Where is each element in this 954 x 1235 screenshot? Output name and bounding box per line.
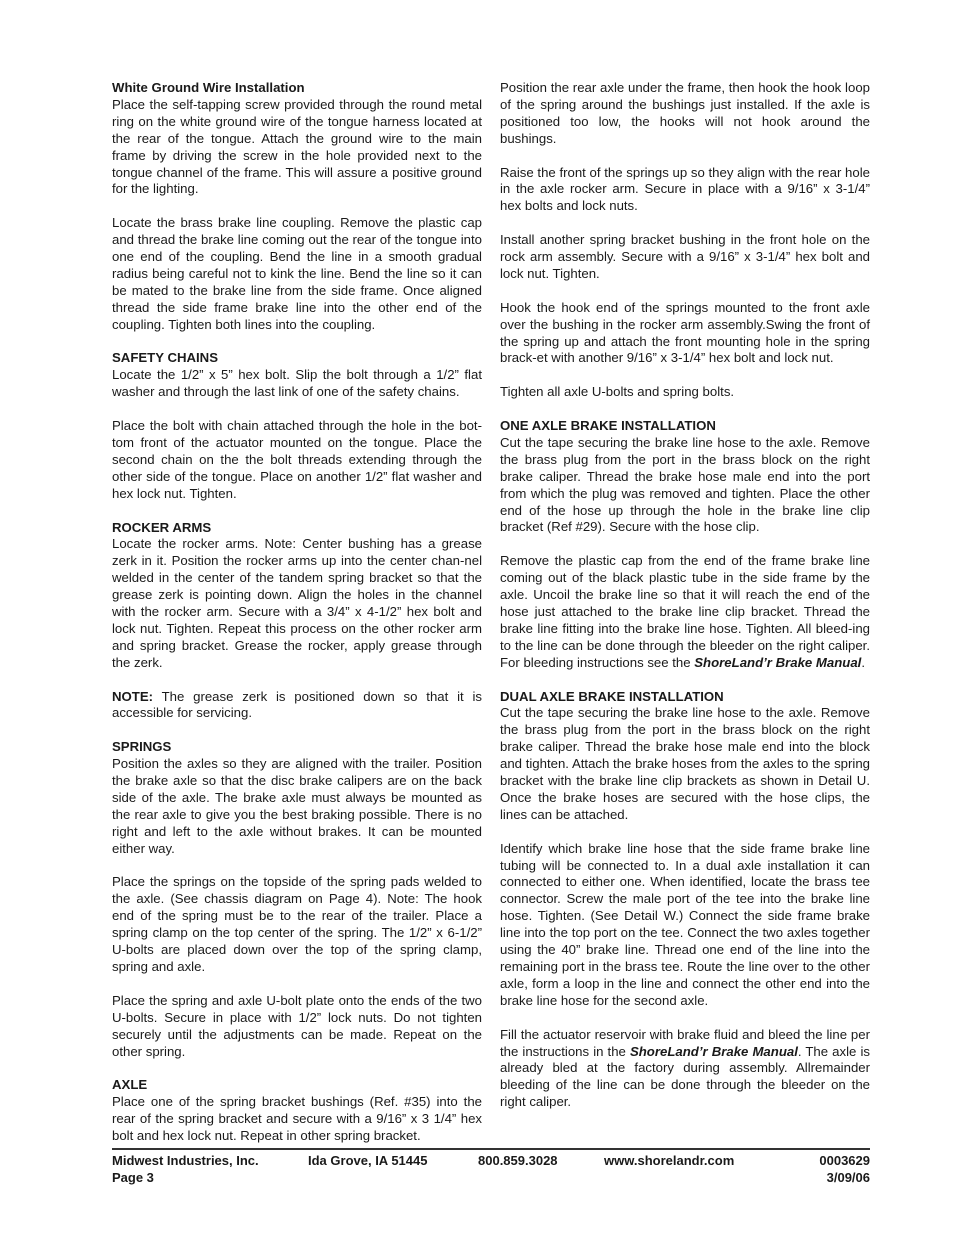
paragraph: Cut the tape securing the brake line hose to the axle. Remove the brass plug from the port in the brass block on the right brake caliper. Thread the brake hose male end into the port from which the plug was removed and tighten. Place the other end of the hose up through the hole in the brake line clip bracket (Ref #29). Secure with the hose clip.: [500, 434, 870, 535]
section-heading-axle: AXLE: [112, 1077, 148, 1093]
brake-manual-title: ShoreLand’r Brake Manual: [629, 1043, 798, 1059]
paragraph: Place the self-tapping screw provided through the round metal ring on the white ground wire of the tongue harness located at the rear of the tongue. Attach the ground wire to the main frame by driving the screw in the hole provided next to the tongue channel of the frame. This will assure a positive ground for the lighting.: [112, 96, 482, 197]
paragraph: Place the spring and axle U-bolt plate onto the ends of the two U-bolts. Secure in place with 1/2” lock nuts. Do not tighten securely until the adjustments can be made. Repeat on the other spring.: [112, 992, 482, 1059]
paragraph-text: . The axle is already bled at the factory during assembly. Allremainder bleeding of the line can be done through the bleeder on the right caliper.: [500, 1043, 870, 1110]
paragraph: Identify which brake line hose that the side frame brake line tubing will be connected to. In a dual axle installation it can connected to either one. When identified, locate the brass tee connector. Screw the male port of the tee into the brake line hose. Tighten. (See Detail W.) Connect the side frame brake line into the top port on the tee. Connect the two axles together using the 40” brake line. Thread one end of the line into the remaining port in the brass tee. Route the line over to the other axle, form a loop in the line and connect the other end into the brake line hose for the second axle.: [500, 840, 870, 1008]
section-heading-rocker-arms: ROCKER ARMS: [112, 519, 212, 535]
footer-doc-number: 0003629: [819, 1153, 870, 1168]
section-heading-safety-chains: SAFETY CHAINS: [112, 350, 219, 366]
footer-company: Midwest Industries, Inc.: [112, 1153, 259, 1168]
paragraph-text: .: [861, 654, 866, 670]
paragraph: Hook the hook end of the springs mounted to the front axle over the bushing in the rocker arm assembly.Swing the front of the spring up and attach the front mounting hole in the spring brack-et with another 9/16” x 3-1/4” hex bolt and lock nut.: [500, 299, 870, 366]
brake-manual-title: ShoreLand’r Brake Manual: [694, 654, 862, 670]
paragraph: Position the rear axle under the frame, then hook the hook loop of the spring around the bushings just installed. If the axle is positioned too low, the hooks will not hook around the bushings.: [500, 80, 870, 146]
section-heading-dual-axle-brake: DUAL AXLE BRAKE INSTALLATION: [500, 688, 724, 704]
paragraph: Place the springs on the topside of the spring pads welded to the axle. (See chassis diagram on Page 4). Note: The hook end of the spring must be to the rear of the trailer. Place a spring clamp on the top center of the spring. The 1/2” x 6-1/2” U-bolts are placed down over the top of the spring clamp, spring and axle.: [112, 874, 482, 975]
section-heading-springs: SPRINGS: [112, 739, 172, 755]
paragraph: Locate the rocker arms. Note: Center bushing has a grease zerk in it. Position the rocker arms up into the center chan-nel welded in the center of the tandem spring bracket so that the grease zerk is pointing down. Align the holes in the channel with the rocker arm. Secure with a 3/4” x 4-1/2” hex bolt and lock nut. Tighten. Repeat this process on the other rocker arm and spring bracket. Grease the rocker, apply grease through the zerk.: [112, 536, 482, 670]
paragraph: Cut the tape securing the brake line hose to the axle. Remove the brass plug from the port in the brass block on the right brake caliper. Thread the brake hose male end into the block and tighten. Attach the brake hoses from the axles to the spring bracket with the brake line clip brackets as shown in Detail U. Once the brake hoses are secured with the hose clips, the lines can be attached.: [500, 705, 870, 822]
footer-phone: 800.859.3028: [478, 1153, 558, 1168]
left-column: [112, 80, 482, 1162]
section-heading-one-axle-brake: ONE AXLE BRAKE INSTALLATION: [500, 418, 716, 434]
paragraph-text: Fill the actuator reservoir with brake fluid and bleed the line per the instructions in the: [500, 1026, 870, 1059]
footer-date: 3/09/06: [826, 1170, 870, 1185]
page-footer: [112, 1152, 870, 1186]
paragraph: [500, 553, 870, 671]
footer-divider: [112, 1148, 870, 1150]
paragraph: Place the bolt with chain attached through the hole in the bot-tom front of the actuator mounted on the tongue. Place the second chain on the the bolt threads extending through the other side of the tongue. Place on another 1/2” flat washer and hex lock nut. Tighten.: [112, 418, 482, 501]
footer-city: Ida Grove, IA 51445: [308, 1153, 428, 1168]
footer-website: www.shorelandr.com: [604, 1153, 735, 1168]
note-text: The grease zerk is positioned down so that it is accessible for servicing.: [112, 688, 482, 721]
right-column: [500, 80, 870, 1128]
section-heading-white-ground-wire: White Ground Wire Installation: [112, 80, 305, 95]
note-label: NOTE:: [112, 688, 154, 704]
paragraph: Locate the 1/2” x 5” hex bolt. Slip the bolt through a 1/2” flat washer and through the last link of one of the safety chains.: [112, 367, 482, 400]
paragraph: [500, 1027, 870, 1112]
paragraph-text: Remove the plastic cap from the end of the frame brake line coming out of the black plastic tube in the side frame by the axle. Uncoil the brake line so that it will reach the end of the hose just attached to the brake line clip bracket. Thread the brake line fitting into the brake line hose. Tighten. All bleed-ing to the line can be done through the bleeder on the right caliper. For bleeding instructions see the: [500, 553, 870, 670]
paragraph: Raise the front of the springs up so they align with the rear hole in the axle rocker arm. Secure in place with a 9/16” x 3-1/4” hex bolts and lock nuts.: [500, 164, 870, 214]
paragraph: Position the axles so they are aligned with the trailer. Position the brake axle so that the disc brake calipers are on the back side of the axle. The brake axle must always be mounted as the rear axle to give you the best braking possible. There is no right and left to the axle without brakes. It can be mounted either way.: [112, 756, 482, 856]
footer-page-number: Page 3: [112, 1170, 154, 1185]
paragraph: Install another spring bracket bushing in the front hole on the rock arm assembly. Secure with a 9/16” x 3-1/4” hex bolt and lock nut. Tighten.: [500, 232, 870, 281]
paragraph: Tighten all axle U-bolts and spring bolts.: [500, 384, 735, 400]
note-paragraph: [112, 689, 482, 723]
paragraph: Locate the brass brake line coupling. Remove the plastic cap and thread the brake line coming out the rear of the tongue into one end of the coupling. Bend the line in a smooth gradual radius being careful not to kink the line. Bend the line so it can be mated to the brake line from the side frame. Once aligned thread the side frame brake line into the other end of the coupling. Tighten both lines into the coupling.: [112, 215, 482, 332]
paragraph: Place one of the spring bracket bushings (Ref. #35) into the rear of the spring bracket and secure with a 9/16” x 3 1/4” hex bolt and hex lock nut. Repeat in other spring bracket.: [112, 1094, 482, 1144]
